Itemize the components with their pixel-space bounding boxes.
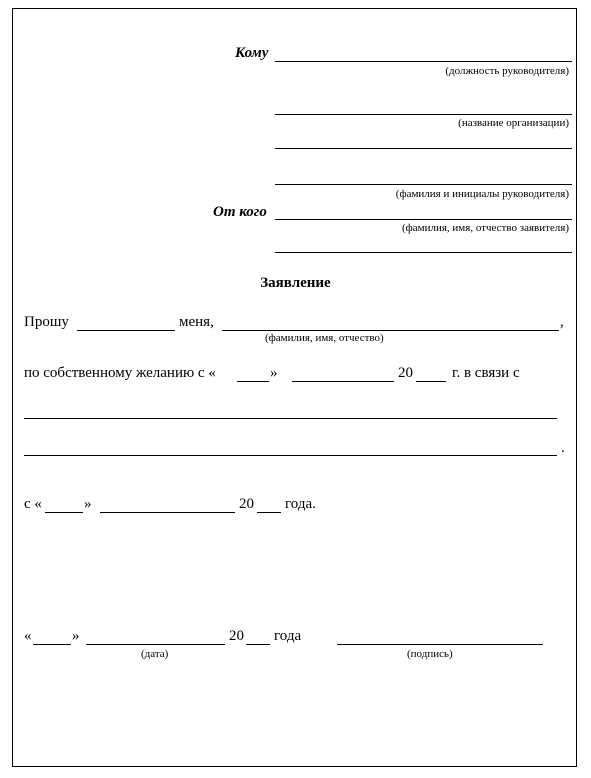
day-blank-1 <box>237 381 269 382</box>
month-blank-1 <box>292 381 394 382</box>
footer-year-word: года <box>274 628 302 644</box>
to-org-caption: (название организации) <box>458 117 569 129</box>
fullname-blank <box>222 330 559 331</box>
to-head-line <box>275 184 572 185</box>
year-blank-2 <box>257 512 281 513</box>
reason-line-2 <box>24 455 557 456</box>
footer-year-prefix: 20 <box>229 628 244 644</box>
year-prefix-1: 20 <box>398 365 413 381</box>
to-position-caption: (должность руководителя) <box>445 65 569 77</box>
own-wish-text: по собственному желанию с « <box>24 365 216 381</box>
signature-caption: (подпись) <box>407 648 453 660</box>
from-line <box>275 219 572 220</box>
footer-day-blank <box>33 644 71 645</box>
document-title: Заявление <box>260 275 331 291</box>
reason-text: г. в связи с <box>452 365 520 381</box>
fullname-caption: (фамилия, имя, отчество) <box>265 332 384 344</box>
signature-line <box>337 644 543 645</box>
footer-quote-close: » <box>72 628 80 644</box>
year-word-2: года. <box>285 496 316 512</box>
action-blank <box>77 330 175 331</box>
quote-close-1: » <box>270 365 278 381</box>
from-line-2 <box>275 252 572 253</box>
footer-year-blank <box>246 644 270 645</box>
year-prefix-2: 20 <box>239 496 254 512</box>
from-date-text: с « <box>24 496 42 512</box>
from-label: От кого <box>213 204 267 220</box>
request-word: Прошу <box>24 314 69 330</box>
footer-month-blank <box>86 644 225 645</box>
to-position-line <box>275 61 572 62</box>
comma: , <box>560 314 564 330</box>
to-label: Кому <box>235 45 269 61</box>
day-blank-2 <box>45 512 83 513</box>
to-org-line <box>275 114 572 115</box>
document-page <box>12 8 577 767</box>
reason-line-1 <box>24 418 557 419</box>
year-blank-1 <box>416 381 446 382</box>
from-caption: (фамилия, имя, отчество заявителя) <box>401 222 569 234</box>
to-org-line-2 <box>275 148 572 149</box>
footer-quote-open: « <box>24 628 32 644</box>
quote-close-2: » <box>84 496 92 512</box>
reason-end-dot: . <box>561 440 565 456</box>
to-head-caption: (фамилия и инициалы руководителя) <box>395 188 569 200</box>
date-caption: (дата) <box>141 648 169 660</box>
month-blank-2 <box>100 512 235 513</box>
me-word: меня, <box>179 314 214 330</box>
